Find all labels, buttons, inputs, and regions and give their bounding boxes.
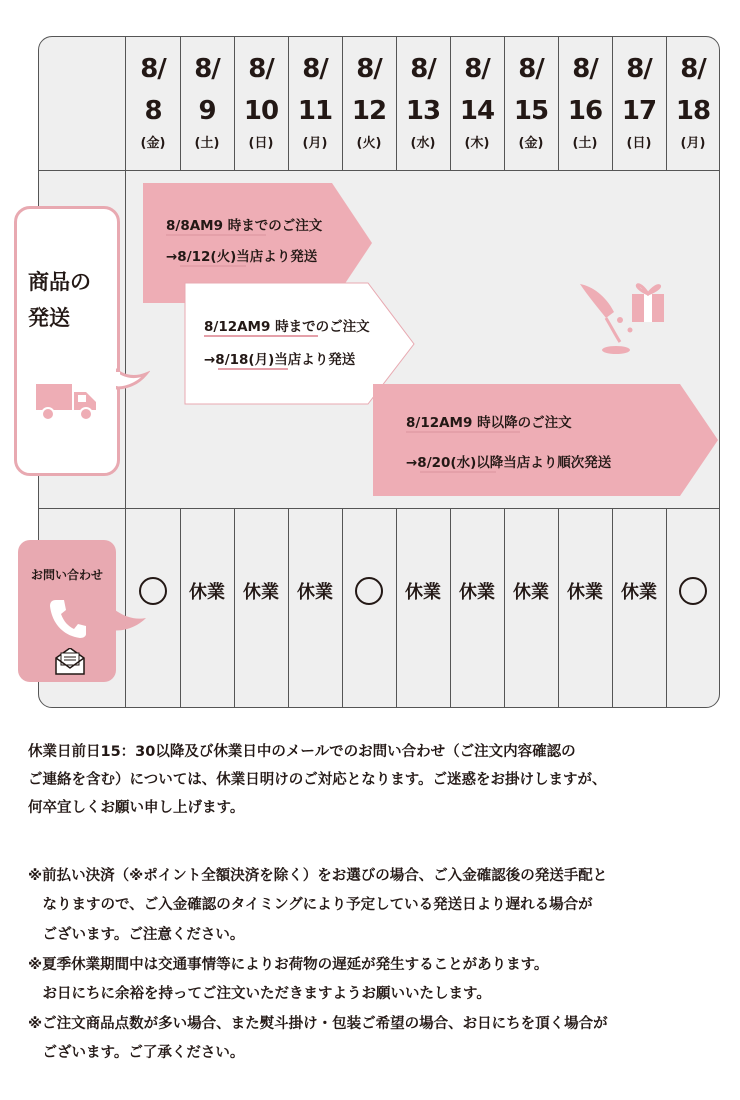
closed-label: 休業 (189, 582, 225, 603)
underline (406, 431, 520, 433)
date-day: 10 (243, 96, 279, 126)
open-circle-icon (666, 568, 720, 614)
phone-icon (50, 598, 86, 638)
arrow3-line1: 8/12AM9 時以降のご注文 (406, 415, 572, 431)
closed-label: 休業 (243, 582, 279, 603)
date-day: 11 (297, 96, 333, 126)
date-weekday: (日) (248, 136, 274, 151)
date-month: 8/ (356, 54, 382, 84)
truck-icon (36, 382, 98, 422)
shipping-label (28, 264, 91, 336)
mail-icon (54, 648, 86, 676)
closed-label: 休業 (621, 582, 657, 603)
bubble-tail (116, 364, 150, 394)
date-day: 16 (567, 96, 603, 126)
date-month: 8/ (194, 54, 220, 84)
underline (420, 471, 496, 473)
circle-icon (139, 577, 167, 605)
date-day: 9 (198, 96, 216, 126)
date-weekday: (火) (356, 136, 382, 151)
date-weekday: (土) (572, 136, 598, 151)
circle-icon (679, 577, 707, 605)
date-month: 8/ (680, 54, 706, 84)
underline (166, 234, 266, 236)
date-weekday: (金) (140, 136, 166, 151)
date-month: 8/ (248, 54, 274, 84)
note-line: ※ご注文商品点数が多い場合、また熨斗掛け・包装ご希望の場合、お日にちを頂く場合が (28, 1016, 608, 1032)
contact-label: お問い合わせ (30, 568, 103, 582)
arrow2-line1: 8/12AM9 時までのご注文 (204, 319, 370, 335)
date-day: 8 (144, 96, 162, 126)
circle-icon (355, 577, 383, 605)
date-month: 8/ (410, 54, 436, 84)
date-weekday: (月) (680, 136, 706, 151)
date-day: 13 (405, 96, 441, 126)
gift-icon (576, 272, 672, 358)
date-weekday: (金) (518, 136, 544, 151)
date-month: 8/ (626, 54, 652, 84)
underline (180, 265, 246, 267)
date-weekday: (土) (194, 136, 220, 151)
date-weekday: (水) (410, 136, 436, 151)
note-line: なりますので、ご入金確認のタイミングにより予定している発送日より遅れる場合が (28, 897, 593, 913)
date-weekday: (月) (302, 136, 328, 151)
shipping-label-bubble (14, 206, 120, 476)
note-line: ご連絡を含む）については、休業日明けのご対応となります。ご迷惑をお掛けしますが、 (28, 772, 607, 788)
date-month: 8/ (140, 54, 166, 84)
date-month: 8/ (518, 54, 544, 84)
underline (218, 368, 288, 370)
note-line: ございます。ご了承ください。 (28, 1045, 245, 1061)
note-line: 休業日前日15：30以降及び休業日中のメールでのお問い合わせ（ご注文内容確認の (28, 744, 576, 760)
underline (204, 335, 318, 337)
note-line: ございます。ご注意ください。 (28, 927, 245, 943)
date-month: 8/ (464, 54, 490, 84)
shipping-label-line2: 発送 (28, 306, 70, 330)
note-line: ※夏季休業期間中は交通事情等によりお荷物の遅延が発生することがあります。 (28, 957, 549, 973)
date-weekday: (木) (464, 136, 490, 151)
date-day: 18 (675, 96, 711, 126)
date-day: 12 (351, 96, 387, 126)
date-day: 14 (459, 96, 495, 126)
note-line: お日にちに余裕を持ってご注文いただきますようお願いいたします。 (28, 986, 491, 1002)
date-month: 8/ (572, 54, 598, 84)
closed-label: 休業 (297, 582, 333, 603)
note-line: ※前払い決済（※ポイント全額決済を除く）をお選びの場合、ご入金確認後の発送手配と (28, 868, 608, 884)
date-day: 17 (621, 96, 657, 126)
date-weekday: (日) (626, 136, 652, 151)
note-line: 何卒宜しくお願い申し上げます。 (28, 800, 245, 816)
arrow3-line2: →8/20(水)以降当店より順次発送 (406, 455, 612, 471)
closed-label: 休業 (459, 582, 495, 603)
closed-label: 休業 (405, 582, 441, 603)
closed-label: 休業 (513, 582, 549, 603)
open-circle-icon (342, 568, 396, 614)
shipping-label-line1: 商品の (28, 270, 91, 294)
arrow1-line2: →8/12(火)当店より発送 (166, 249, 318, 265)
arrow-shape-3 (373, 384, 718, 496)
date-day: 15 (513, 96, 549, 126)
arrow2-line2: →8/18(月)当店より発送 (204, 352, 356, 368)
open-circle-icon (126, 568, 180, 614)
closed-label: 休業 (567, 582, 603, 603)
date-month: 8/ (302, 54, 328, 84)
arrow1-line1: 8/8AM9 時までのご注文 (166, 218, 323, 234)
